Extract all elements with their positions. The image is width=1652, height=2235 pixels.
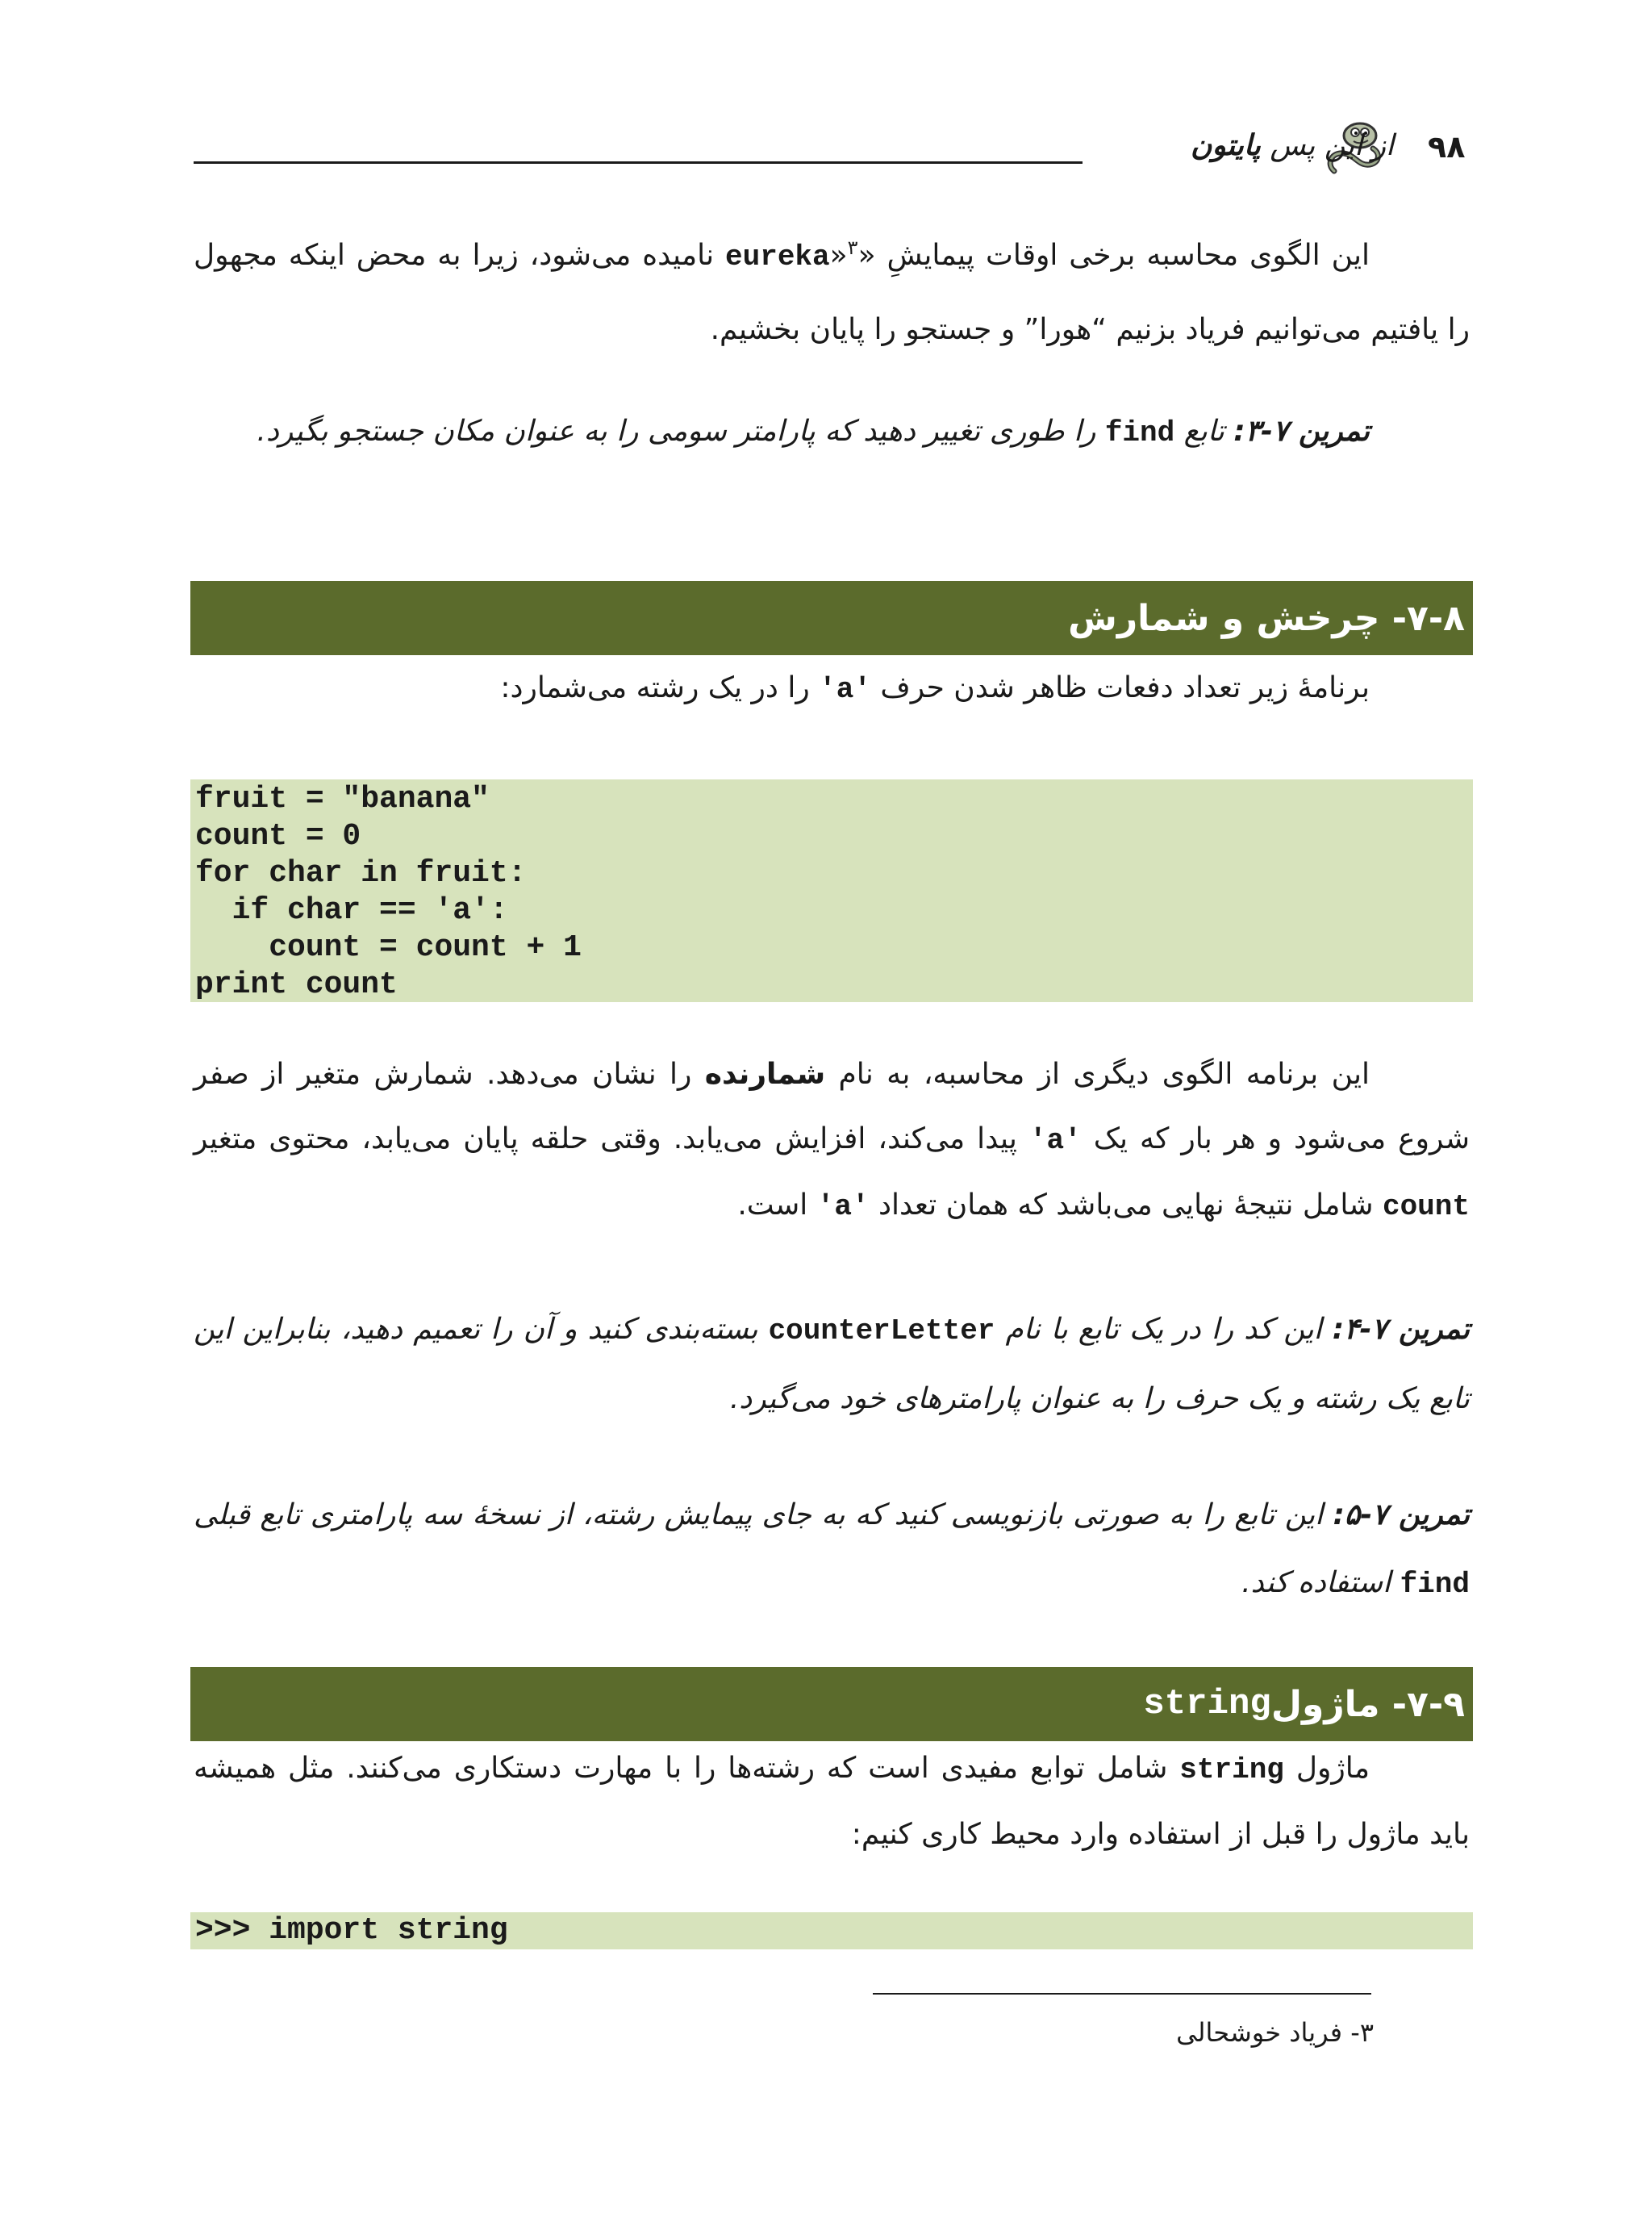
paragraph-counter: این برنامه الگوی دیگری از محاسبه، به نام شمارنده را نشان می‌دهد. شمارش متغیر از صفر شروع می‌شود و هر بار که یک 'a' پیدا می‌کند، افزایش می‌یابد. وقتی حلقه پایان می‌یابد، محتوی متغیر count شامل نتیجهٔ نهایی می‌باشد که همان تعداد 'a' است. <box>194 1058 1470 1223</box>
code-block-count <box>190 779 1473 1002</box>
footnote-ref: ۳ <box>847 236 858 259</box>
code-line: count = 0 <box>195 819 361 854</box>
exercise-7-5: تمرین ۷-۵: این تابع را به صورتی بازنویسی کنید که به جای پیمایش رشته، از نسخهٔ سه پارامتری تابع قبلی find استفاده کند. <box>194 1498 1471 1601</box>
section-heading-7-8: ۷-۸- چرخش و شمارش <box>190 581 1473 655</box>
footnote-text: ۳- فریاد خوشحالی <box>1176 2017 1374 2048</box>
section-heading-7-9: ۷-۹- ماژول string <box>190 1667 1473 1741</box>
paragraph-intro-7-9: ماژول string شامل توابع مفیدی است که رشته‌ها را با مهارت دستکاری می‌کنند. مثل همیشه باید ماژول را قبل از استفاده وارد محیط کاری کنیم: <box>194 1752 1470 1851</box>
code-line: print count <box>195 967 398 1002</box>
paragraph-intro-7-8: برنامهٔ زیر تعداد دفعات ظاهر شدن حرف 'a' را در یک رشته می‌شمارد: <box>500 671 1370 706</box>
code-line: fruit = "banana" <box>195 782 490 817</box>
code-line: count = count + 1 <box>195 930 582 965</box>
code-block-import <box>190 1912 1473 1949</box>
code-line: >>> import string <box>195 1913 508 1948</box>
code-line: for char in fruit: <box>195 856 527 891</box>
code-line: if char == 'a': <box>195 893 508 928</box>
paragraph-eureka: این الگوی محاسبه برخی اوقات پیمایشِ «eureka»$^۳$ نامیده می‌شود، زیرا به محض اینکه مجهول را یافتیم می‌توانیم فریاد بزنیم “هورا” و جستجو را پایان بخشیم. <box>194 236 1470 346</box>
exercise-7-4: تمرین ۷-۴: این کد را در یک تابع با نام counterLetter بسته‌بندی کنید و آن را تعمیم دهید، بنابراین این تابع یک رشته و یک حرف را به عنوان پارامترهای خود می‌گیرد. <box>194 1313 1470 1415</box>
page-number: ۹۸ <box>1428 129 1466 165</box>
book-title: از این پس پایتون <box>1191 129 1394 162</box>
exercise-7-3: تمرین ۷-۳: تابع find را طوری تغییر دهید که پارامتر سومی را به عنوان مکان جستجو بگیرد. <box>257 415 1370 449</box>
footnote-rule <box>873 1993 1371 1995</box>
header-rule <box>194 161 1083 164</box>
